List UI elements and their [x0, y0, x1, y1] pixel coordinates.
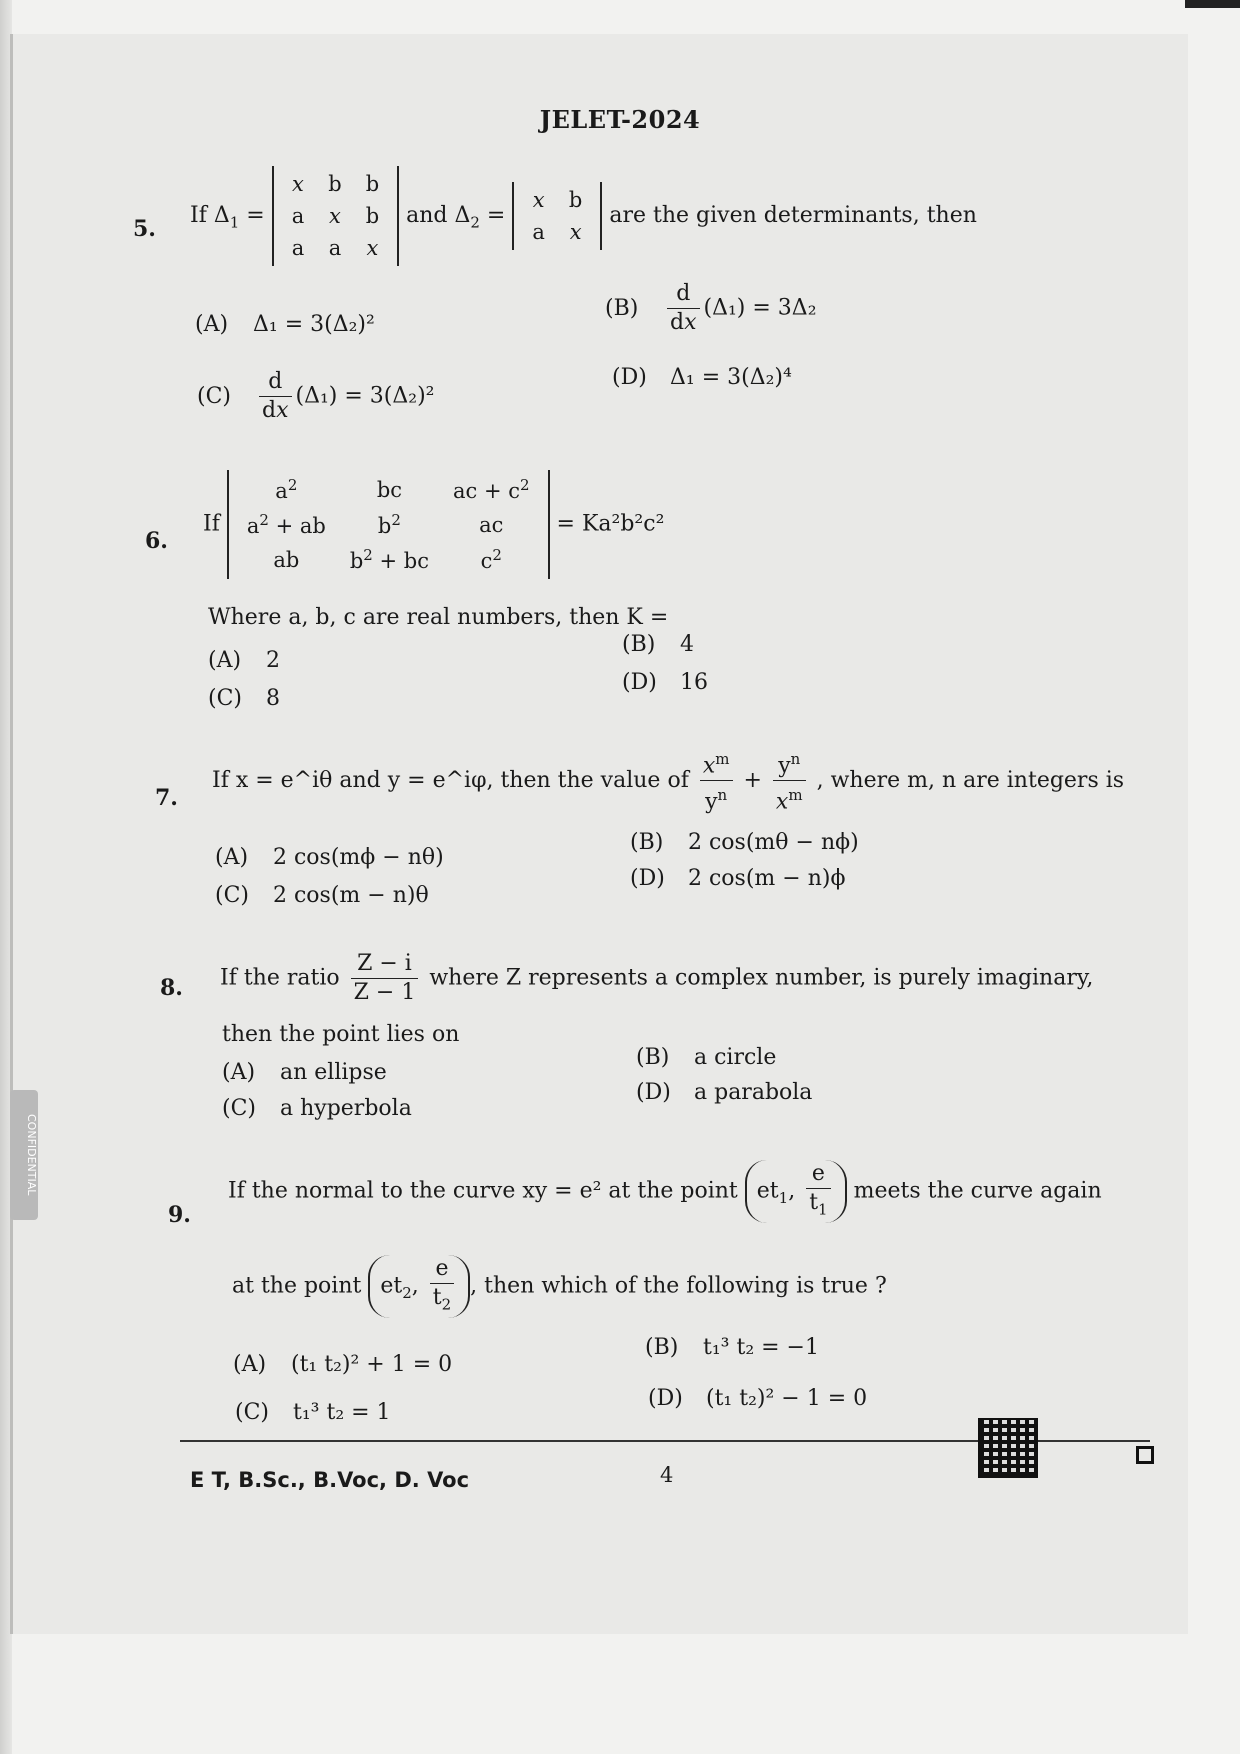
q5-number: 5.: [133, 216, 156, 242]
page-number: 4: [660, 1463, 674, 1487]
q6-where: Where a, b, c are real numbers, then K =: [208, 605, 669, 630]
q6-option-b[interactable]: (B) 4: [622, 632, 694, 657]
q7-option-c[interactable]: (C) 2 cos(m − n)θ: [215, 883, 429, 908]
q5-determinant-1: x b b a x b a a x: [272, 166, 399, 266]
q9-text-a: If the normal to the curve xy = e² at the point: [228, 1178, 738, 1204]
q6-prefix: If: [203, 511, 220, 537]
q7-option-a[interactable]: (A) 2 cos(mϕ − nθ): [215, 845, 444, 870]
page-title: JELET-2024: [539, 105, 701, 134]
footer-course: E T, B.Sc., B.Voc, D. Voc: [190, 1468, 470, 1492]
q7-stem: If x = e^iθ and y = e^iφ, then the value of $\frac{x^m}{y^n}$ + $\frac{y^n}{x^m}$ , where m, n are integers is: [212, 745, 1124, 817]
q7-text-a: If x = e^iθ and y = e^iφ, then the value of: [212, 767, 689, 793]
confidential-stamp: CONFIDENTIAL: [10, 1090, 38, 1220]
q5-option-a[interactable]: (A) Δ₁ = 3(Δ₂)²: [195, 312, 375, 337]
q6-number: 6.: [145, 528, 168, 554]
q5-and: and $\Delta_2$ =: [406, 203, 506, 232]
q8-option-a[interactable]: (A) an ellipse: [222, 1060, 387, 1085]
q5-option-d[interactable]: (D) Δ₁ = 3(Δ₂)⁴: [612, 365, 792, 390]
q8-text-b: where Z represents a complex number, is purely imaginary,: [429, 965, 1094, 991]
q9-stem-2: [232, 1255, 887, 1318]
q6-determinant: $a^2$ bc ac + $c^2$ $a^2$ + ab $b^2$ ac ab $b^2$ + bc $c^2$: [227, 470, 550, 579]
exam-page: [10, 34, 1188, 1634]
qr-code-icon: [978, 1418, 1038, 1478]
q9-option-c[interactable]: (C) t₁³ t₂ = 1: [235, 1400, 391, 1425]
q5-stem: [190, 166, 977, 266]
q6-stem: [203, 470, 664, 579]
q7-number: 7.: [155, 785, 178, 811]
corner-mark: [1185, 0, 1240, 8]
q9-option-d[interactable]: (D) (t₁ t₂)² − 1 = 0: [648, 1386, 868, 1411]
q8-option-d[interactable]: (D) a parabola: [636, 1080, 813, 1105]
q5-prefix: If $\Delta_1$ =: [190, 203, 265, 232]
q5-c-derivative: $\frac{d}{dx}$: [259, 368, 292, 425]
q9-text-d: , then which of the following is true ?: [470, 1273, 887, 1299]
q9-text-b: meets the curve again: [853, 1178, 1102, 1204]
q5-option-b[interactable]: (B) $\frac{d}{dx}$ (Δ₁) = 3Δ₂: [605, 281, 817, 335]
q7-option-d[interactable]: (D) 2 cos(m − n)ϕ: [630, 866, 846, 891]
q8-option-b[interactable]: (B) a circle: [636, 1045, 777, 1070]
q8-option-c[interactable]: (C) a hyperbola: [222, 1096, 412, 1121]
q6-option-c[interactable]: (C) 8: [208, 686, 280, 711]
q5-option-c[interactable]: (C) $\frac{d}{dx}$ (Δ₁) = 3(Δ₂)²: [197, 369, 435, 423]
q5-b-derivative: $\frac{d}{dx}$: [667, 280, 700, 337]
q8-stem: [220, 950, 1093, 1007]
q7-text-b: , where m, n are integers is: [816, 767, 1125, 793]
q6-option-a[interactable]: (A) 2: [208, 648, 280, 673]
q9-number: 9.: [168, 1202, 191, 1228]
q8-text-a: If the ratio: [220, 965, 340, 991]
q5-determinant-2: x b a x: [512, 182, 602, 250]
square-marker-icon: [1136, 1446, 1154, 1464]
q6-option-d[interactable]: (D) 16: [622, 670, 708, 695]
q8-number: 8.: [160, 975, 183, 1001]
q9-point-2: $et_2$, $\frac{e}{t_2}$: [368, 1255, 470, 1318]
q7-option-b[interactable]: (B) 2 cos(mθ − nϕ): [630, 830, 859, 855]
q9-option-a[interactable]: (A) (t₁ t₂)² + 1 = 0: [233, 1352, 453, 1377]
q7-frac-2: $\frac{y^n}{x^m}$: [773, 745, 806, 817]
q9-stem: [228, 1160, 1102, 1223]
q9-option-b[interactable]: (B) t₁³ t₂ = −1: [645, 1335, 819, 1360]
q7-frac-1: $\frac{x^m}{y^n}$: [700, 745, 733, 817]
q9-text-c: at the point: [232, 1273, 362, 1299]
q8-text-c: then the point lies on: [222, 1022, 460, 1047]
q6-rhs: = Ka²b²c²: [556, 511, 665, 537]
q9-point-1: $et_1$, $\frac{e}{t_1}$: [745, 1160, 847, 1223]
q5-suffix: are the given determinants, then: [609, 203, 977, 228]
q8-ratio: $\frac{Z - i}{Z - 1}$: [351, 950, 419, 1007]
